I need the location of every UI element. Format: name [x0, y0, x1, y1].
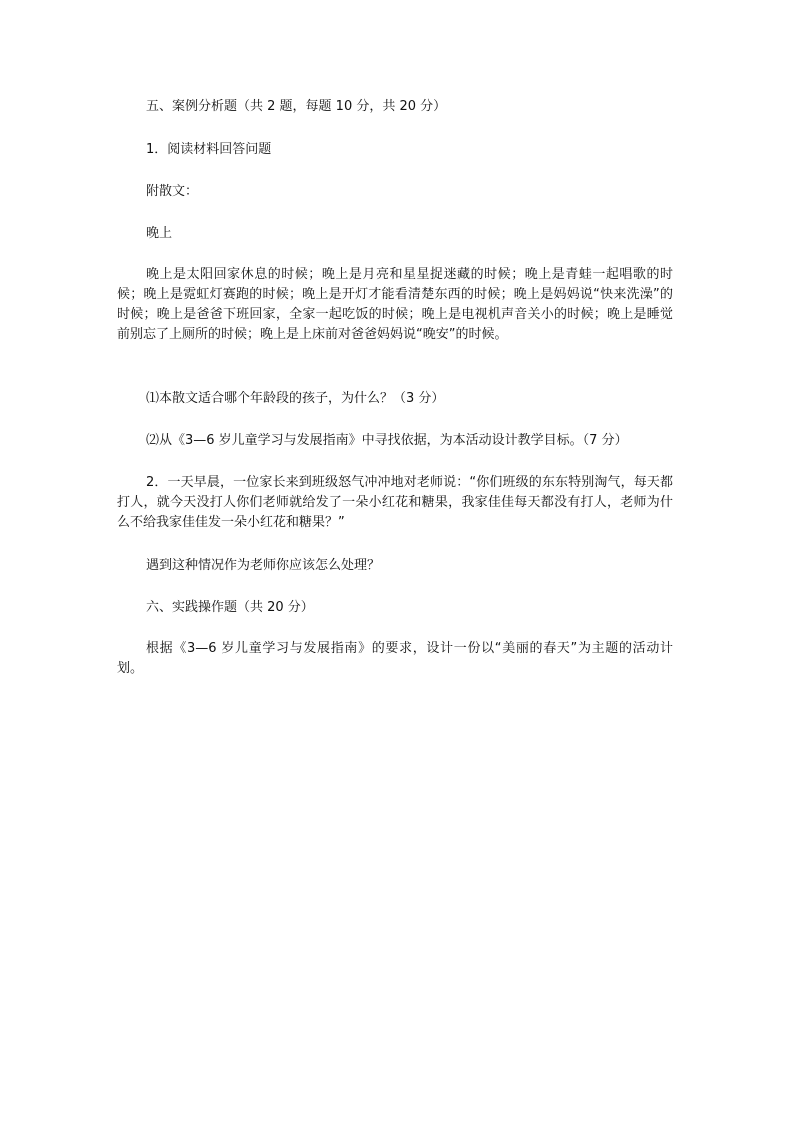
- essay-title: 晚上: [146, 226, 173, 241]
- section-6-heading: 六、实践操作题（共 20 分）: [146, 600, 314, 615]
- question-1-sub-2: ⑵从《3—6 岁儿童学习与发展指南》中寻找依据，为本活动设计教学目标。（7 分）: [146, 433, 628, 448]
- essay-body: 晚上是太阳回家休息的时候；晚上是月亮和星星捉迷藏的时候；晚上是青蛙一起唱歌的时候；晚上是霓虹灯赛跑的时候；晚上是开灯才能看清楚东西的时候；晚上是妈妈说“快来洗澡”的时候；晚上是爸爸下班回家，全家一起吃饭的时候；晚上是电视机声音关小的时候；晚上是睡觉前别忘了上厕所的时候；晚上是上床前对爸爸妈妈说“晚安”的时候。: [117, 267, 673, 342]
- question-1-sub-1: ⑴本散文适合哪个年龄段的孩子，为什么？（3 分）: [146, 391, 445, 406]
- section-6-body: 根据《3—6 岁儿童学习与发展指南》的要求，设计一份以“美丽的春天”为主题的活动计划。: [117, 641, 673, 676]
- question-2-body: 2．一天早晨，一位家长来到班级怒气冲冲地对老师说：“你们班级的东东特别淘气，每天都打人，就今天没打人你们老师就给发了一朵小红花和糖果，我家佳佳每天都没有打人，老师为什么不给我家佳佳发一朵小红花和糖果？”: [117, 475, 673, 530]
- question-1-title: 1．阅读材料回答问题: [146, 142, 272, 157]
- attached-essay-label: 附散文：: [146, 184, 199, 199]
- section-5-heading: 五、案例分析题（共 2 题，每题 10 分，共 20 分）: [146, 99, 447, 114]
- question-2-ask: 遇到这种情况作为老师你应该怎么处理？: [146, 558, 381, 573]
